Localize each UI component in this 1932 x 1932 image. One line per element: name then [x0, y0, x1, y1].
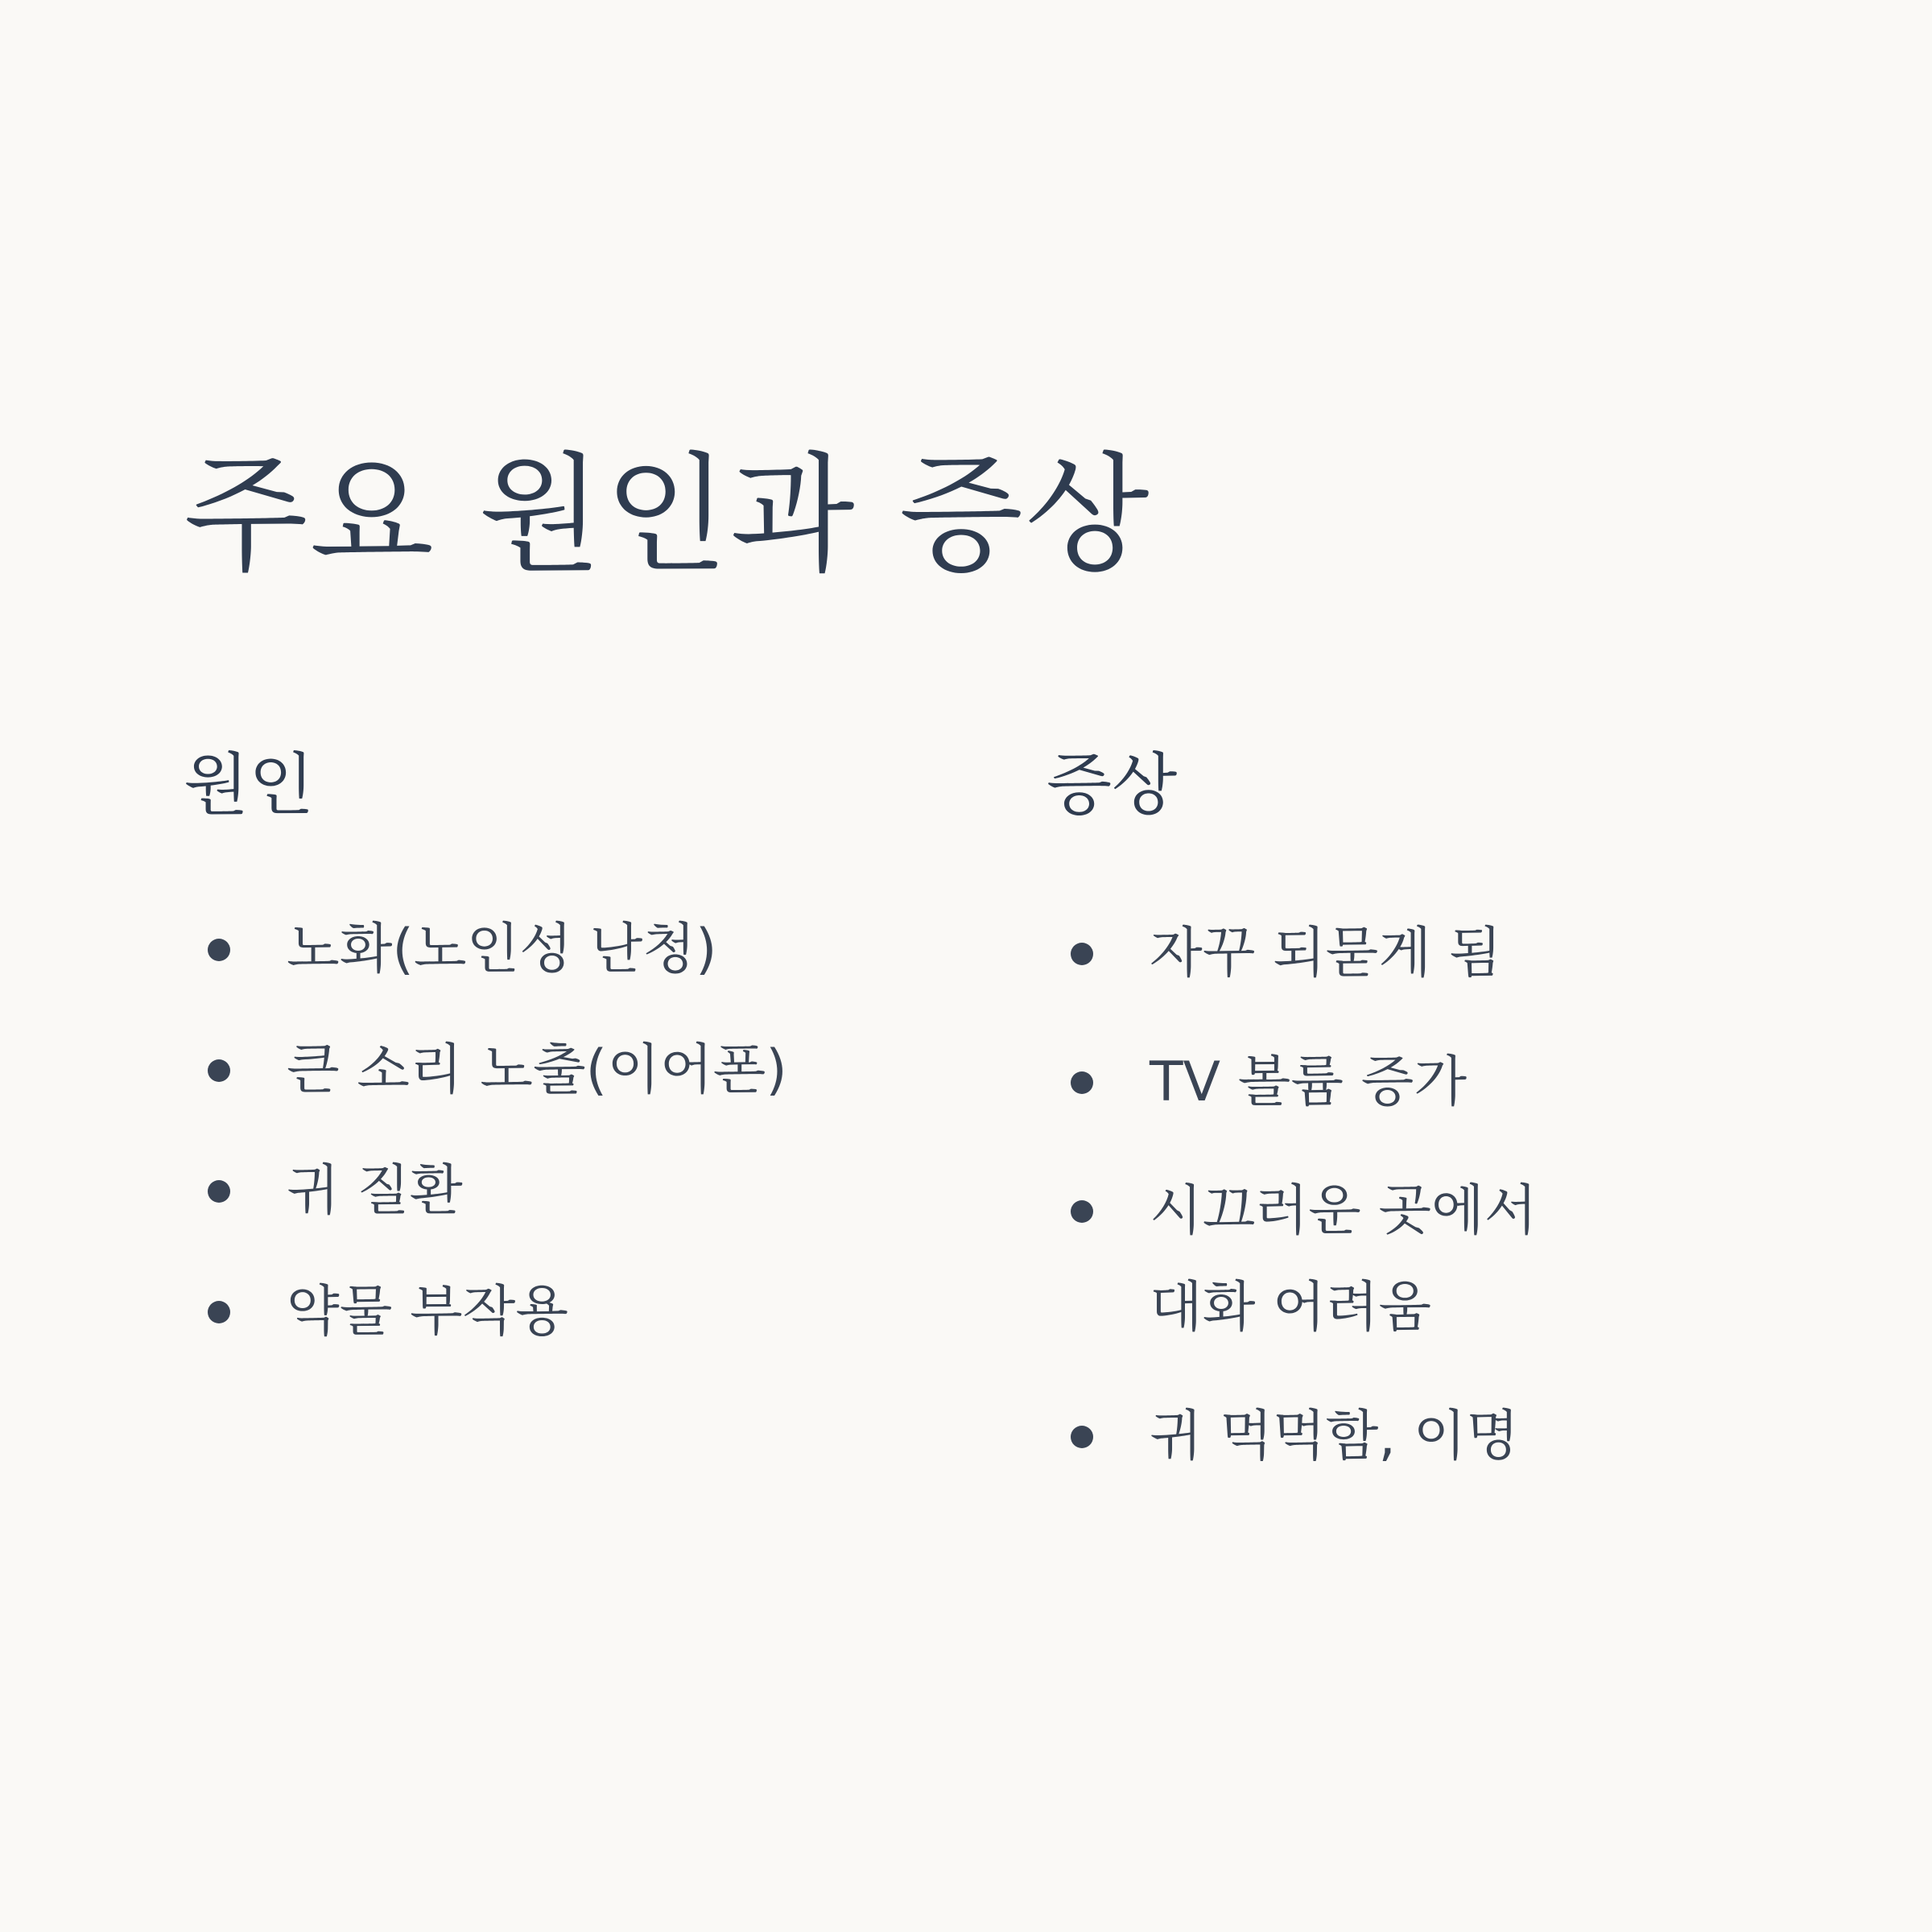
list-item-text: 귀 먹먹함, 이명 [1150, 1405, 1519, 1468]
bullet-icon [208, 1180, 230, 1203]
causes-heading: 원인 [184, 745, 315, 824]
bullet-icon [1071, 1426, 1093, 1448]
causes-list [184, 906, 972, 1389]
symptoms-heading: 증상 [1046, 745, 1178, 824]
bullet-icon [1071, 1071, 1093, 1094]
bullet-icon [1071, 943, 1093, 965]
list-item-text: 큰 소리 노출(이어폰) [287, 1038, 787, 1102]
bullet-icon [208, 1059, 230, 1082]
list-item [184, 906, 972, 994]
list-item [1046, 906, 1835, 1002]
list-item [1046, 1163, 1835, 1356]
list-item [184, 1147, 972, 1236]
list-item-text: 자꾸 되묻게 됨 [1150, 922, 1502, 985]
symptoms-list [1046, 906, 1835, 1517]
list-item-text: TV 볼륨 증가 [1150, 1051, 1468, 1114]
causes-column [184, 741, 972, 1344]
list-item [184, 1026, 972, 1115]
bullet-icon [208, 939, 230, 961]
list-item [1046, 1389, 1835, 1485]
bullet-icon [1071, 1200, 1093, 1223]
list-item-text: 약물 부작용 [287, 1280, 569, 1344]
symptoms-column [1046, 741, 1835, 1468]
page-title: 주요 원인과 증상 [184, 440, 1151, 590]
bullet-icon [208, 1301, 230, 1323]
list-item-text: 귀 질환 [287, 1159, 463, 1223]
list-item [184, 1268, 972, 1356]
list-item-text: 노화(노인성 난청) [287, 918, 717, 981]
list-item [1046, 1034, 1835, 1131]
list-item-text: 시끄러운 곳에서 대화 어려움 [1150, 1179, 1538, 1340]
